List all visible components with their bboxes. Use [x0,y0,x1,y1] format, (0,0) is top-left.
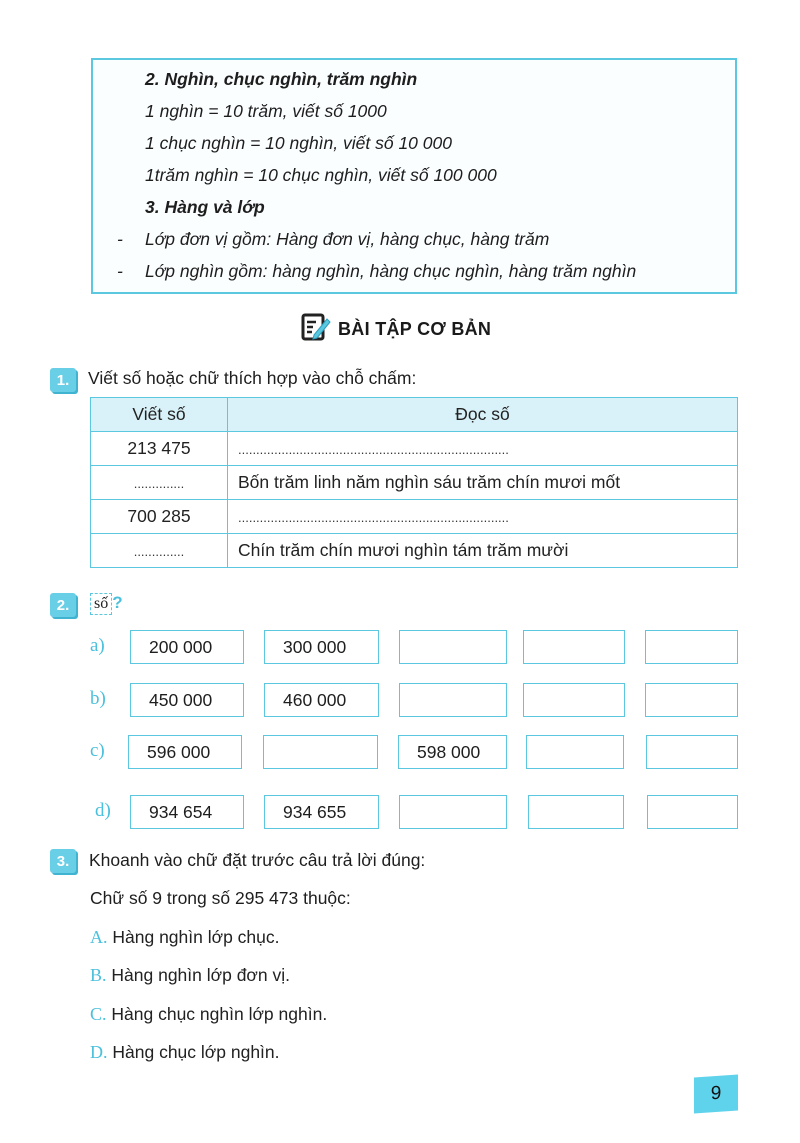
cell-read: Bốn trăm linh năm nghìn sáu trăm chín mươi mốt [228,466,738,500]
theory-box [91,58,737,294]
section-heading [300,311,491,348]
sequence-label: d) [95,800,111,821]
number-box: 460 000 [264,683,379,717]
dotted-blank[interactable]: .............. [133,544,185,559]
exercise-1-table [90,397,738,568]
bullet-dash: - [117,229,123,249]
bullet-dash: - [117,261,123,281]
notepad-pencil-icon [300,311,332,348]
table-row [91,500,738,534]
table-row [91,466,738,500]
option-a[interactable] [90,927,280,948]
exercise-3-question: Chữ số 9 trong số 295 473 thuộc: [90,888,351,908]
sequence-label: b) [90,688,106,709]
option-letter[interactable]: A. [90,927,108,947]
number-box: 200 000 [130,630,244,664]
option-letter[interactable]: C. [90,1004,107,1024]
dotted-blank[interactable]: ........................................................................... [238,442,509,457]
cell-read-blank[interactable] [228,432,738,466]
answer-input-box[interactable] [646,735,738,769]
number-box: 596 000 [128,735,242,769]
answer-input-box[interactable] [523,630,625,664]
theory-bullet-2: Lớp nghìn gồm: hàng nghìn, hàng chục nghìn, hàng trăm nghìn [145,261,637,281]
so-placeholder-box: số [90,593,112,615]
answer-input-box[interactable] [647,795,738,829]
theory-line-3: 1trăm nghìn = 10 chục nghìn, viết số 100 000 [145,165,497,185]
table-row [91,534,738,568]
answer-input-box[interactable] [526,735,624,769]
option-letter[interactable]: D. [90,1042,108,1062]
table-header-row [91,398,738,432]
dotted-blank[interactable]: .............. [133,476,185,491]
answer-input-box[interactable] [645,630,738,664]
exercise-3-badge: 3. [50,849,76,873]
option-c[interactable] [90,1004,327,1025]
exercise-2-badge: 2. [50,593,76,617]
number-box: 934 655 [264,795,379,829]
cell-write: 213 475 [91,432,228,466]
answer-input-box[interactable] [528,795,624,829]
option-text: Hàng chục nghìn lớp nghìn. [111,1004,328,1024]
theory-bullet-1: Lớp đơn vị gồm: Hàng đơn vị, hàng chục, hàng trăm [145,229,550,249]
header-viet-so: Viết số [91,398,228,432]
cell-read-blank[interactable] [228,500,738,534]
exercise-3-prompt: Khoanh vào chữ đặt trước câu trả lời đúng: [89,850,426,870]
cell-write-blank[interactable] [91,534,228,568]
cell-read: Chín trăm chín mươi nghìn tám trăm mười [228,534,738,568]
theory-line-1: 1 nghìn = 10 trăm, viết số 1000 [145,101,387,121]
option-letter[interactable]: B. [90,965,107,985]
option-d[interactable] [90,1042,280,1063]
option-text: Hàng nghìn lớp chục. [112,927,280,947]
dotted-blank[interactable]: ........................................................................... [238,510,509,525]
option-text: Hàng chục lớp nghìn. [112,1042,280,1062]
theory-heading-2: 2. Nghìn, chục nghìn, trăm nghìn [145,69,418,89]
answer-input-box[interactable] [523,683,625,717]
exercise-2-prompt [90,593,123,615]
answer-input-box[interactable] [399,795,507,829]
page-number [694,1074,738,1113]
theory-line-2: 1 chục nghìn = 10 nghìn, viết số 10 000 [145,133,452,153]
option-text: Hàng nghìn lớp đơn vị. [111,965,291,985]
page-number-text: 9 [710,1082,722,1105]
sequence-label: c) [90,740,105,761]
sequence-label: a) [90,635,105,656]
answer-input-box[interactable] [399,683,507,717]
number-box: 598 000 [398,735,507,769]
number-box: 450 000 [130,683,244,717]
header-doc-so: Đọc số [228,398,738,432]
exercise-1-badge: 1. [50,368,76,392]
option-b[interactable] [90,965,290,986]
section-title: BÀI TẬP CƠ BẢN [338,319,492,339]
answer-input-box[interactable] [399,630,507,664]
number-box: 934 654 [130,795,244,829]
table-row [91,432,738,466]
answer-input-box[interactable] [645,683,738,717]
number-box: 300 000 [264,630,379,664]
exercise-1-prompt: Viết số hoặc chữ thích hợp vào chỗ chấm: [88,368,417,388]
question-mark: ? [112,593,123,612]
answer-input-box[interactable] [263,735,378,769]
theory-heading-3: 3. Hàng và lớp [145,197,265,217]
cell-write: 700 285 [91,500,228,534]
cell-write-blank[interactable] [91,466,228,500]
